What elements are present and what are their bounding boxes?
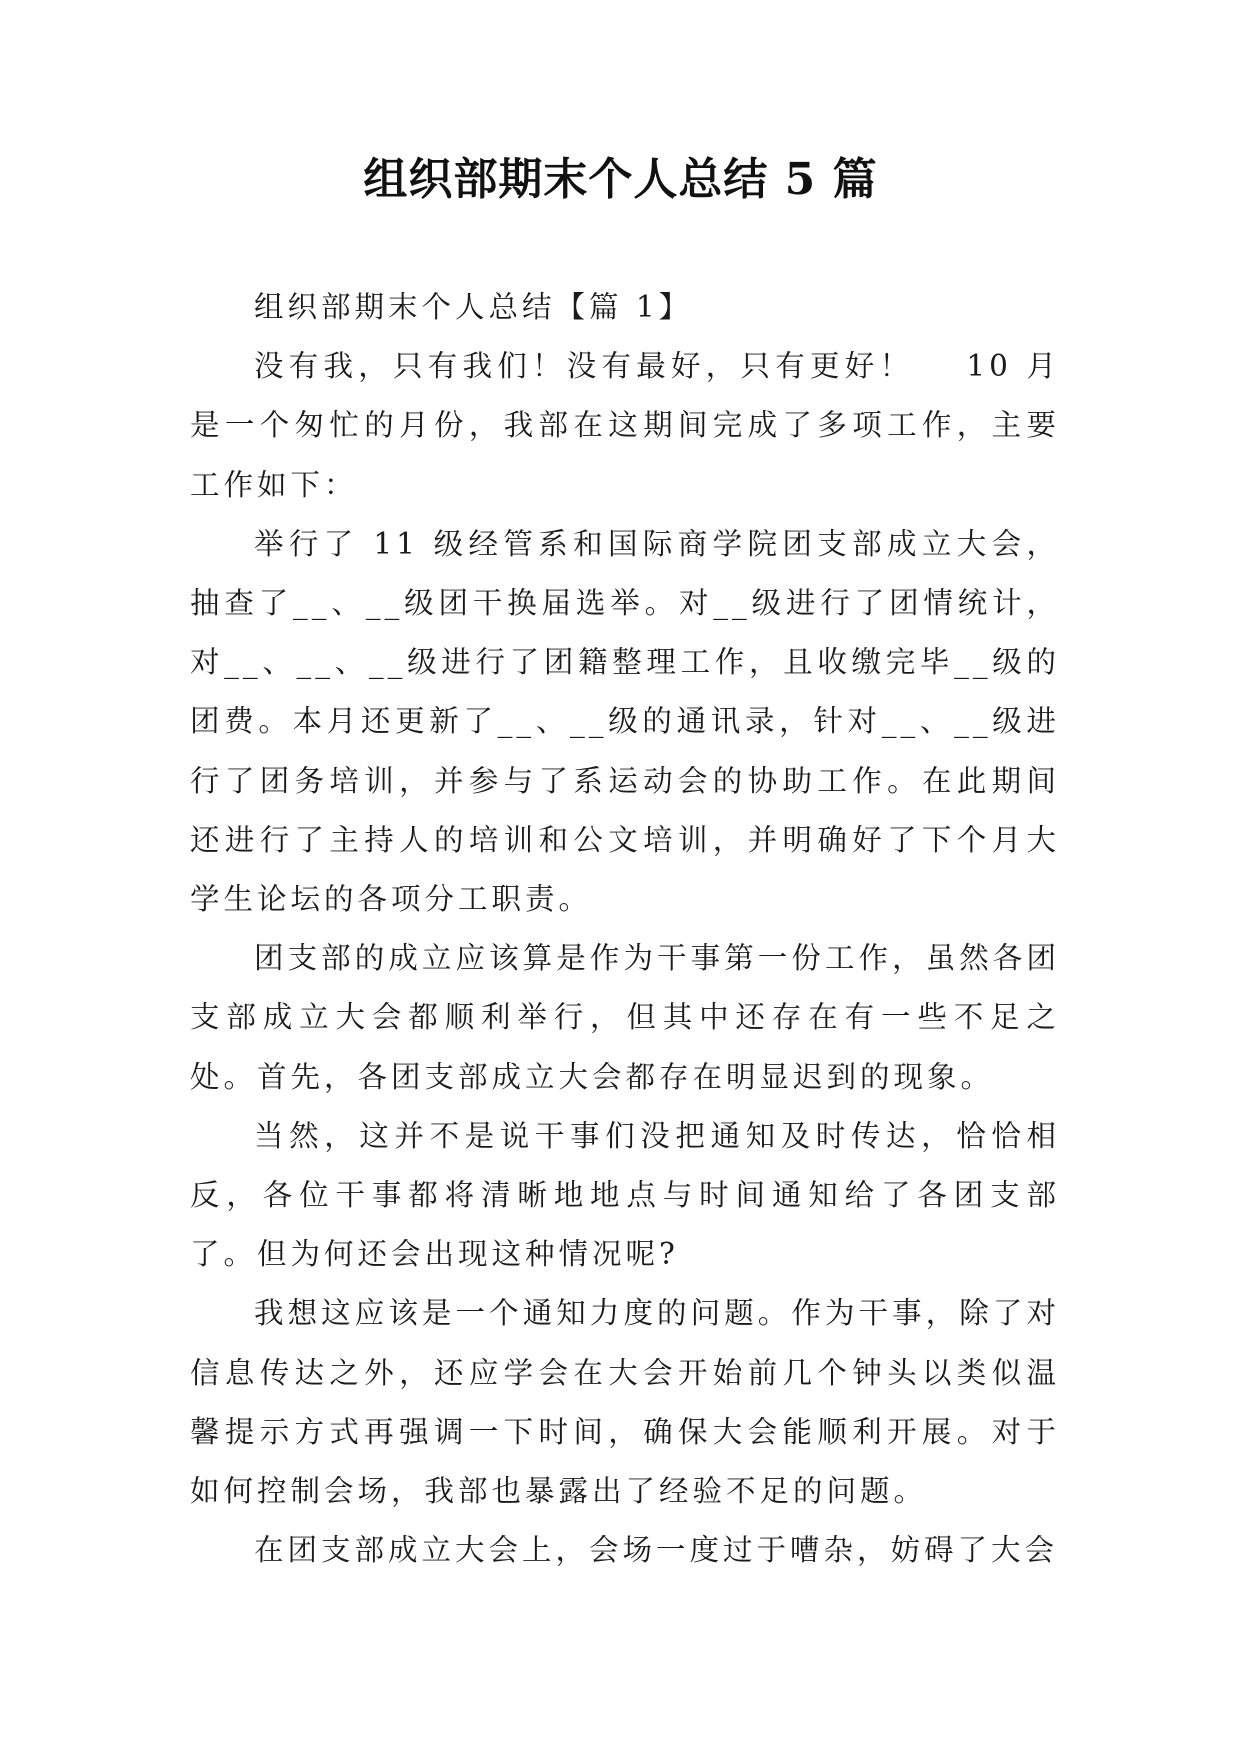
paragraph-4: 当然，这并不是说干事们没把通知及时传达，恰恰相反，各位干事都将清晰地地点与时间通知给了各团支部了。但为何还会出现这种情况呢? [190,1118,1060,1272]
paragraph-6: 在团支部成立大会上，会场一度过于嘈杂，妨碍了大会 [254,1533,1059,1568]
paragraph-1-rest: 10 月是一个匆忙的月份，我部在这期间完成了多项工作，主要工作如下： [190,349,1060,502]
document-body [190,278,1060,1580]
paragraph-2: 举行了 11 级经管系和国际商学院团支部成立大会，抽查了__、__级团干换届选举。对__级进行了团情统计，对__、__、__级进行了团籍整理工作，且收缴完毕__级的团费。本月还更新了__、__级的通讯录，针对__、__级进行了团务培训，并参与了系运动会的协助工作。在此期间还进行了主持人的培训和公文培训，并明确好了下个月大学生论坛的各项分工职责。 [190,526,1060,917]
paragraph-3: 团支部的成立应该算是作为干事第一份工作，虽然各团支部成立大会都顺利举行，但其中还存在有一些不足之处。首先，各团支部成立大会都存在明显迟到的现象。 [190,941,1060,1094]
document-title: 组织部期末个人总结 5 篇 [363,154,878,205]
paragraph-1 [190,337,1060,515]
section-heading: 组织部期末个人总结【篇 1】 [254,290,693,324]
paragraph-5: 我想这应该是一个通知力度的问题。作为干事，除了对信息传达之外，还应学会在大会开始前几个钟头以类似温馨提示方式再强调一下时间，确保大会能顺利开展。对于如何控制会场，我部也暴露出了经验不足的问题。 [190,1296,1060,1509]
paragraph-1-lead: 没有我，只有我们！没有最好，只有更好！ [254,349,915,384]
